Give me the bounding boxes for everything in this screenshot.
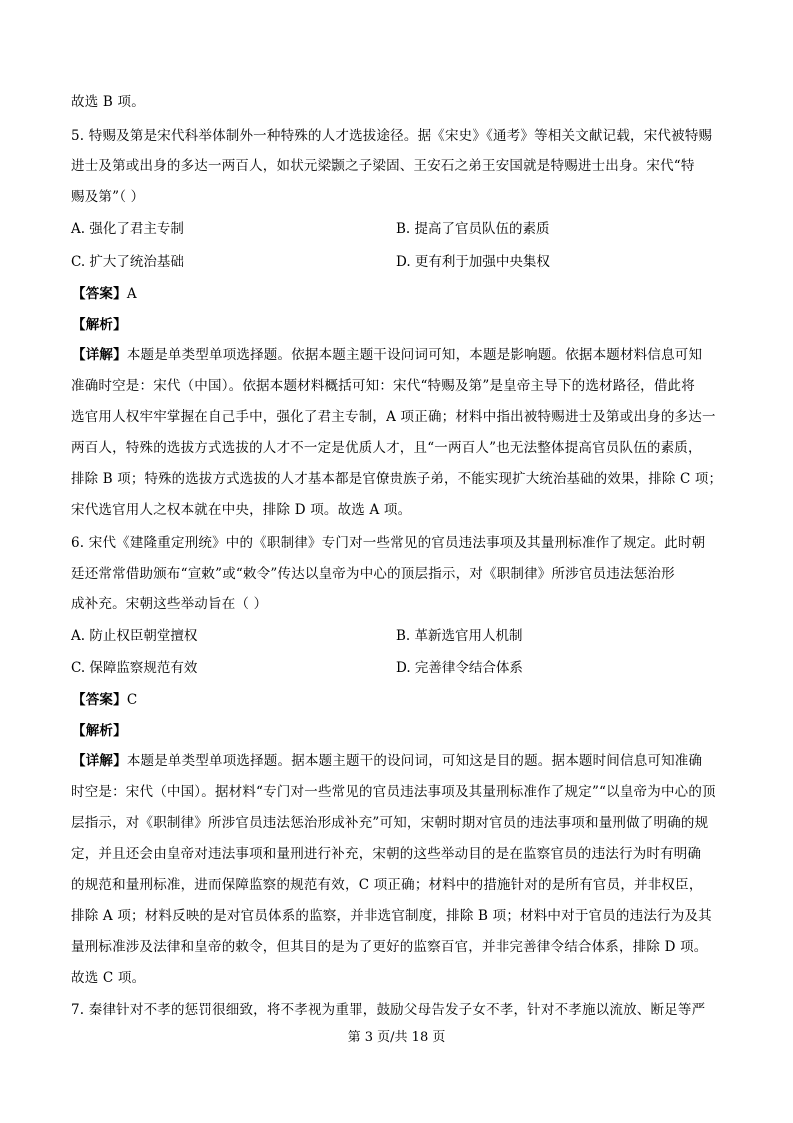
question-6-option-a: A. 防止权臣朝堂擅权 (71, 628, 198, 644)
detail-text: 本题是单类型单项选择题。依据本题主题干设问词可知，本题是影响题。依据本题材料信息可知 (126, 347, 703, 363)
question-5-option-d: D. 更有利于加强中央集权 (396, 254, 550, 270)
question-6-detail-line-7: 量刑标准涉及法律和皇帝的敕令，但其目的是为了更好的监察百官，并非完善律令结合体系，排除 D 项。 (71, 939, 708, 955)
question-5-detail-line-1 (72, 346, 702, 364)
question-6-detail-line-5: 的规范和量刑标准，进而保障监察的规范有效，C 项正确；材料中的措施针对的是所有官员，并非权臣， (71, 877, 703, 893)
answer-tag: 【答案】 (72, 692, 127, 708)
question-5-detail-line-2: 准确时空是：宋代（中国）。依据本题材料概括可知：宋代“特赐及第”是皇帝主导下的选材路径，借此将 (71, 378, 695, 394)
answer-tag: 【答案】 (72, 286, 127, 302)
question-6-line-2: 廷还常常借助颁布“宣敕”或“敕令”传达以皇帝为中心的顶层指示，对《职制律》所涉官员违法惩治形 (71, 566, 675, 582)
page-footer: 第 3 页/共 18 页 (347, 1030, 446, 1045)
question-6-option-c: C. 保障监察规范有效 (71, 660, 198, 676)
question-6-detail-line-8: 故选 C 项。 (71, 970, 146, 986)
question-6-option-d: D. 完善律令结合体系 (396, 660, 523, 676)
question-5-answer (72, 285, 137, 303)
question-6-line-1: 6. 宋代《建隆重定刑统》中的《职制律》专门对一些常见的官员违法事项及其量刑标准作了规定。此时朝 (71, 535, 706, 551)
question-5-analysis-heading (72, 316, 127, 334)
question-5-detail-line-6: 宋代选官用人之权本就在中央，排除 D 项。故选 A 项。 (71, 502, 412, 518)
question-6-line-3: 成补充。宋朝这些举动旨在（ ） (71, 596, 268, 612)
question-6-detail-line-4: 定，并且还会由皇帝对违法事项和量刑进行补充，宋朝的这些举动目的是在监察官员的违法行为时有明确 (71, 846, 702, 862)
question-5-detail-line-4: 两百人，特殊的选拔方式选拔的人才不一定是优质人才，且“一两百人”也无法整体提高官员队伍的素质， (71, 440, 702, 456)
detail-text: 本题是单类型单项选择题。据本题主题干的设问词，可知这是目的题。据本题时间信息可知准确 (126, 753, 703, 769)
analysis-tag: 【解析】 (72, 723, 127, 739)
question-6-detail-line-2: 时空是：宋代（中国）。据材料“专门对一些常见的官员违法事项及其量刑标准作了规定”“以皇帝为中心的顶 (71, 784, 716, 800)
question-6-detail-line-3: 层指示，对《职制律》所涉官员违法惩治形成补充”可知，宋朝时期对官员的违法事项和量刑做了明确的规 (71, 815, 709, 831)
answer-value: C (126, 692, 138, 708)
analysis-tag: 【解析】 (72, 317, 127, 333)
question-5-option-b: B. 提高了官员队伍的素质 (396, 221, 550, 237)
question-5-option-a: A. 强化了君主专制 (71, 221, 184, 237)
question-5-line-3: 赐及第”（ ） (71, 189, 145, 205)
answer-value: A (126, 286, 137, 302)
question-5-line-2: 进士及第或出身的多达一两百人，如状元梁颢之子梁固、王安石之弟王安国就是特赐进士出身。宋代“特 (71, 158, 695, 174)
question-6-analysis-heading (72, 722, 127, 740)
previous-answer-tail: 故选 B 项。 (71, 94, 145, 110)
question-5-line-1: 5. 特赐及第是宋代科举体制外一种特殊的人才选拔途径。据《宋史》《通考》等相关文献记载，宋代被特赐 (71, 128, 713, 144)
question-5-option-c: C. 扩大了统治基础 (71, 254, 184, 270)
question-6-option-b: B. 革新选官用人机制 (396, 628, 523, 644)
detail-tag: 【详解】 (72, 347, 127, 363)
question-6-detail-line-6: 排除 A 项；材料反映的是对官员体系的监察，并非选官制度，排除 B 项；材料中对于官员的违法行为及其 (71, 908, 712, 924)
question-6-detail-line-1 (72, 752, 702, 770)
question-7-line-1: 7. 秦律针对不孝的惩罚很细致，将不孝视为重罪，鼓励父母告发子女不孝，针对不孝施以流放、断足等严 (71, 1002, 706, 1018)
detail-tag: 【详解】 (72, 753, 127, 769)
question-6-answer (72, 691, 137, 709)
question-5-detail-line-5: 排除 B 项；特殊的选拔方式选拔的人才基本都是官僚贵族子弟，不能实现扩大统治基础的效果，排除 C 项； (71, 471, 723, 487)
question-5-detail-line-3: 选官用人权牢牢掌握在自己手中，强化了君主专制，A 项正确；材料中指出被特赐进士及第或出身的多达一 (71, 409, 716, 425)
